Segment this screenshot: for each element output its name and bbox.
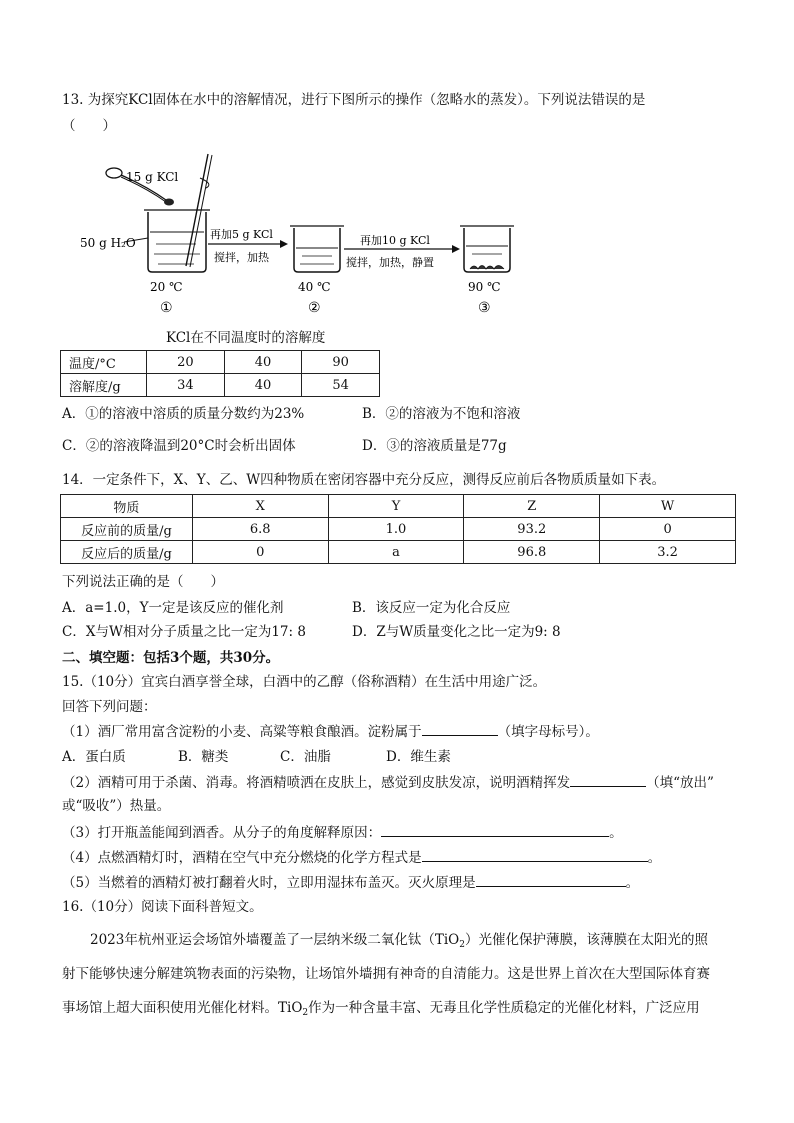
q15-part2-end: （填“放出” — [646, 775, 714, 791]
table-cell: 93.2 — [464, 518, 600, 541]
answer-blank[interactable] — [381, 822, 609, 837]
table-cell: 20 — [147, 351, 225, 374]
q15-period: 。 — [609, 825, 623, 841]
q15-part5-text: （5）当燃着的酒精灯被打翻着火时，立即用湿抹布盖灭。灭火原理是 — [62, 875, 476, 891]
table-cell: 90 — [302, 351, 380, 374]
answer-blank[interactable] — [570, 772, 646, 787]
table-row — [61, 518, 736, 541]
q14-prompt: 下列说法正确的是（ ） — [62, 574, 224, 590]
q13-stem: 13. 为探究KCl固体在水中的溶解情况，进行下图所示的操作（忽略水的蒸发）。下列说法错误的是 — [62, 92, 646, 108]
q16-paragraph-line-3 — [62, 998, 700, 1023]
q16-text: 事场馆上超大面积使用光催化材料。TiO — [62, 1000, 303, 1016]
q15-part1 — [62, 721, 599, 742]
table-row — [61, 374, 380, 397]
step1-sub-label: 搅拌，加热 — [214, 251, 269, 264]
table-header: X — [192, 495, 328, 518]
q15-part2-cont: 或“吸收”）热量。 — [62, 798, 171, 814]
q13-option-c: C．②的溶液降温到20°C时会析出固体 — [62, 438, 296, 454]
spoon-label: 15 g KCl — [126, 170, 179, 184]
q16-subscript: 2 — [459, 940, 465, 950]
table-row — [61, 541, 736, 564]
q16-subscript: 2 — [302, 1008, 309, 1018]
water-label: 50 g H₂O — [80, 236, 136, 250]
q15-part1-end: （填字母标号）。 — [497, 724, 599, 740]
table-cell: 0 — [600, 518, 736, 541]
q15-option-c: C．油脂 — [280, 749, 331, 765]
q15-period: 。 — [647, 850, 662, 866]
q16-paragraph-line-1 — [90, 930, 708, 955]
beaker-1-temp: 20 ℃ — [150, 280, 183, 294]
q15-intro: 回答下列问题： — [62, 699, 157, 715]
section-2-title: 二、填空题：包括3个题，共30分。 — [62, 650, 280, 666]
table-cell: 溶解度/g — [61, 374, 147, 397]
q15-part4-text: （4）点燃酒精灯时，酒精在空气中充分燃烧的化学方程式是 — [62, 850, 422, 866]
q15-part2 — [62, 772, 714, 793]
q16-paragraph-line-2: 射下能够快速分解建筑物表面的污染物，让场馆外墙拥有神奇的自清能力。这是世界上首次在大型国际体育赛 — [62, 966, 710, 982]
table-header: W — [600, 495, 736, 518]
table-cell: a — [328, 541, 464, 564]
table-cell: 34 — [147, 374, 225, 397]
beaker-1-number: ① — [160, 300, 173, 316]
beaker-2-number: ② — [308, 300, 321, 316]
q13-option-b: B．②的溶液为不饱和溶液 — [362, 406, 521, 422]
q15-part3 — [62, 822, 623, 843]
q14-option-d: D．Z与W质量变化之比一定为9: 8 — [352, 624, 561, 640]
table-cell: 3.2 — [600, 541, 736, 564]
q13-experiment-figure — [76, 148, 516, 318]
beaker-2-temp: 40 ℃ — [298, 280, 331, 294]
table-header: Z — [464, 495, 600, 518]
step2-sub-label: 搅拌，加热，静置 — [346, 256, 434, 269]
table-cell: 54 — [302, 374, 380, 397]
q14-mass-table — [60, 494, 736, 564]
table-header: Y — [328, 495, 464, 518]
step1-label: 再加5 g KCl — [210, 228, 273, 241]
table-cell: 40 — [224, 351, 302, 374]
beaker-3-number: ③ — [478, 300, 491, 316]
beaker-3-temp: 90 ℃ — [468, 280, 501, 294]
q15-part3-text: （3）打开瓶盖能闻到酒香。从分子的角度解释原因： — [62, 825, 382, 841]
table-cell: 温度/°C — [61, 351, 147, 374]
q16-text: 作为一种含量丰富、无毒且化学性质稳定的光催化材料，广泛应用 — [308, 1000, 700, 1016]
q13-option-d: D．③的溶液质量是77g — [362, 438, 507, 454]
q15-part1-text: （1）酒厂常用富含淀粉的小麦、高粱等粮食酿酒。淀粉属于 — [62, 724, 422, 740]
q15-part5 — [62, 872, 639, 893]
q13-table-title: KCl在不同温度时的溶解度 — [166, 330, 326, 346]
answer-blank[interactable] — [422, 721, 498, 736]
beaker-3-icon — [460, 226, 514, 272]
beaker-2-icon — [290, 226, 344, 272]
table-cell: 6.8 — [192, 518, 328, 541]
q13-solubility-table — [60, 350, 380, 397]
q14-option-c: C．X与W相对分子质量之比一定为17: 8 — [62, 624, 306, 640]
step2-label: 再加10 g KCl — [360, 234, 430, 247]
q15-option-a: A．蛋白质 — [62, 749, 126, 765]
q15-option-b: B．糖类 — [178, 749, 229, 765]
q15-option-d: D．维生素 — [386, 749, 451, 765]
q14-stem: 14．一定条件下，X、Y、乙、W四种物质在密闭容器中充分反应，测得反应前后各物质质量如下表。 — [62, 472, 666, 488]
table-cell: 40 — [224, 374, 302, 397]
q14-option-a: A．a=1.0，Y一定是该反应的催化剂 — [62, 600, 284, 616]
table-cell: 0 — [192, 541, 328, 564]
q13-answer-paren: （ ） — [62, 118, 116, 134]
table-header: 物质 — [61, 495, 193, 518]
q16-text: ）光催化保护薄膜，该薄膜在太阳光的照 — [464, 932, 708, 948]
beaker-1-icon — [144, 210, 210, 272]
q13-option-a: A．①的溶液中溶质的质量分数约为23% — [62, 406, 305, 422]
q15-part2-text: （2）酒精可用于杀菌、消毒。将酒精喷洒在皮肤上，感觉到皮肤发凉，说明酒精挥发 — [62, 775, 571, 791]
q16-text: 2023年杭州亚运会场馆外墙覆盖了一层纳米级二氧化钛（TiO — [90, 932, 460, 948]
q15-part4 — [62, 847, 661, 868]
q15-period: 。 — [625, 875, 640, 891]
table-row — [61, 351, 380, 374]
answer-blank[interactable] — [476, 872, 626, 887]
answer-blank[interactable] — [422, 847, 648, 862]
table-cell: 96.8 — [464, 541, 600, 564]
q15-stem: 15.（10分）宜宾白酒享誉全球，白酒中的乙醇（俗称酒精）在生活中用途广泛。 — [62, 674, 547, 690]
table-cell: 反应后的质量/g — [61, 541, 193, 564]
table-cell: 1.0 — [328, 518, 464, 541]
table-cell: 反应前的质量/g — [61, 518, 193, 541]
table-row — [61, 495, 736, 518]
q14-option-b: B．该反应一定为化合反应 — [352, 600, 511, 616]
q16-stem: 16.（10分）阅读下面科普短文。 — [62, 899, 263, 915]
